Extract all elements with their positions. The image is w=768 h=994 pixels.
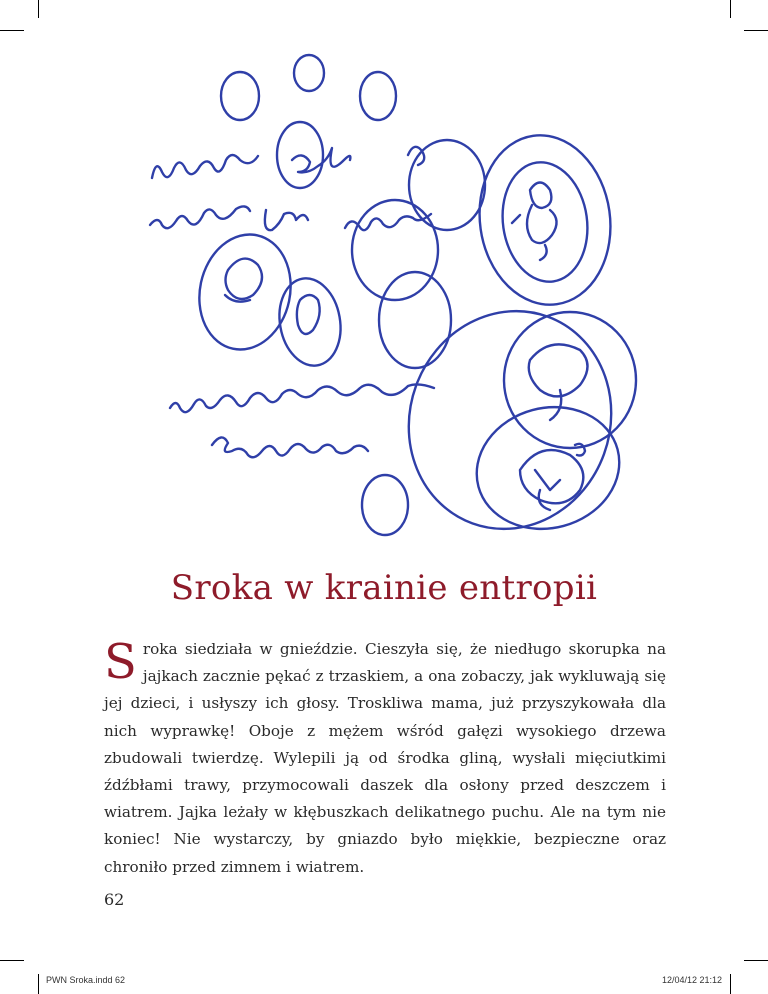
embryo-egg <box>504 312 636 448</box>
handwriting-stroke <box>265 210 308 230</box>
crop-mark <box>38 974 39 994</box>
egg <box>294 55 324 91</box>
egg <box>409 140 485 230</box>
drop-cap: S <box>104 634 137 690</box>
handwriting-stroke <box>152 155 258 178</box>
chapter-title: Sroka w krainie entropii <box>170 568 598 608</box>
page-number: 62 <box>104 890 125 909</box>
handwriting-stroke <box>150 206 250 228</box>
egg <box>360 72 396 120</box>
egg <box>352 200 438 300</box>
paragraph-text: roka siedziała w gnieździe. Cieszyła się, że niedługo skorupka na jajkach zacznie pękać z trzaskiem, a ona zobaczy, jak wykluwają się jej dzieci, i usłyszy ich głosy. Troskliwa mama, już przyszykowała dla nich wyprawkę! Oboje z mężem wśród gałęzi wysokiego drzewa zbudowali twierdzę. Wylepili ją od środka gliną, wysłali mięciutkimi źdźbłami trawy, przymocowali daszek dla osłony przed deszczem i wiatrem. Jajka leżały w kłębuszkach delikatnego puchu. Ale na tym nie koniec! Nie wystarczy, by gniazdo było miękkie, bezpieczne oraz chroniło przed zimnem i wiatrem. <box>104 640 666 876</box>
handwriting-line: entropia jest miarą <box>150 225 160 226</box>
handwriting-line: mówić się, że <box>150 175 157 176</box>
handwriting-line: systemu <box>212 445 217 446</box>
embryo-egg <box>463 391 633 544</box>
handwriting-line: nieuporządkowania <box>170 405 180 406</box>
handwriting-stroke <box>408 147 424 165</box>
crop-mark <box>730 974 731 994</box>
footer-file-slug: PWN Sroka.indd 62 <box>46 975 126 985</box>
handwriting-stroke <box>170 384 434 412</box>
footer-datetime-slug: 12/04/12 21:12 <box>661 975 722 985</box>
chapter-body <box>104 636 666 881</box>
egg <box>362 475 408 535</box>
egg <box>379 272 451 368</box>
embryo-egg <box>273 273 347 370</box>
embryo-egg <box>469 127 621 313</box>
egg <box>221 72 259 120</box>
crop-mark <box>0 960 24 961</box>
crop-mark <box>744 960 768 961</box>
handwriting-stroke <box>212 437 368 457</box>
